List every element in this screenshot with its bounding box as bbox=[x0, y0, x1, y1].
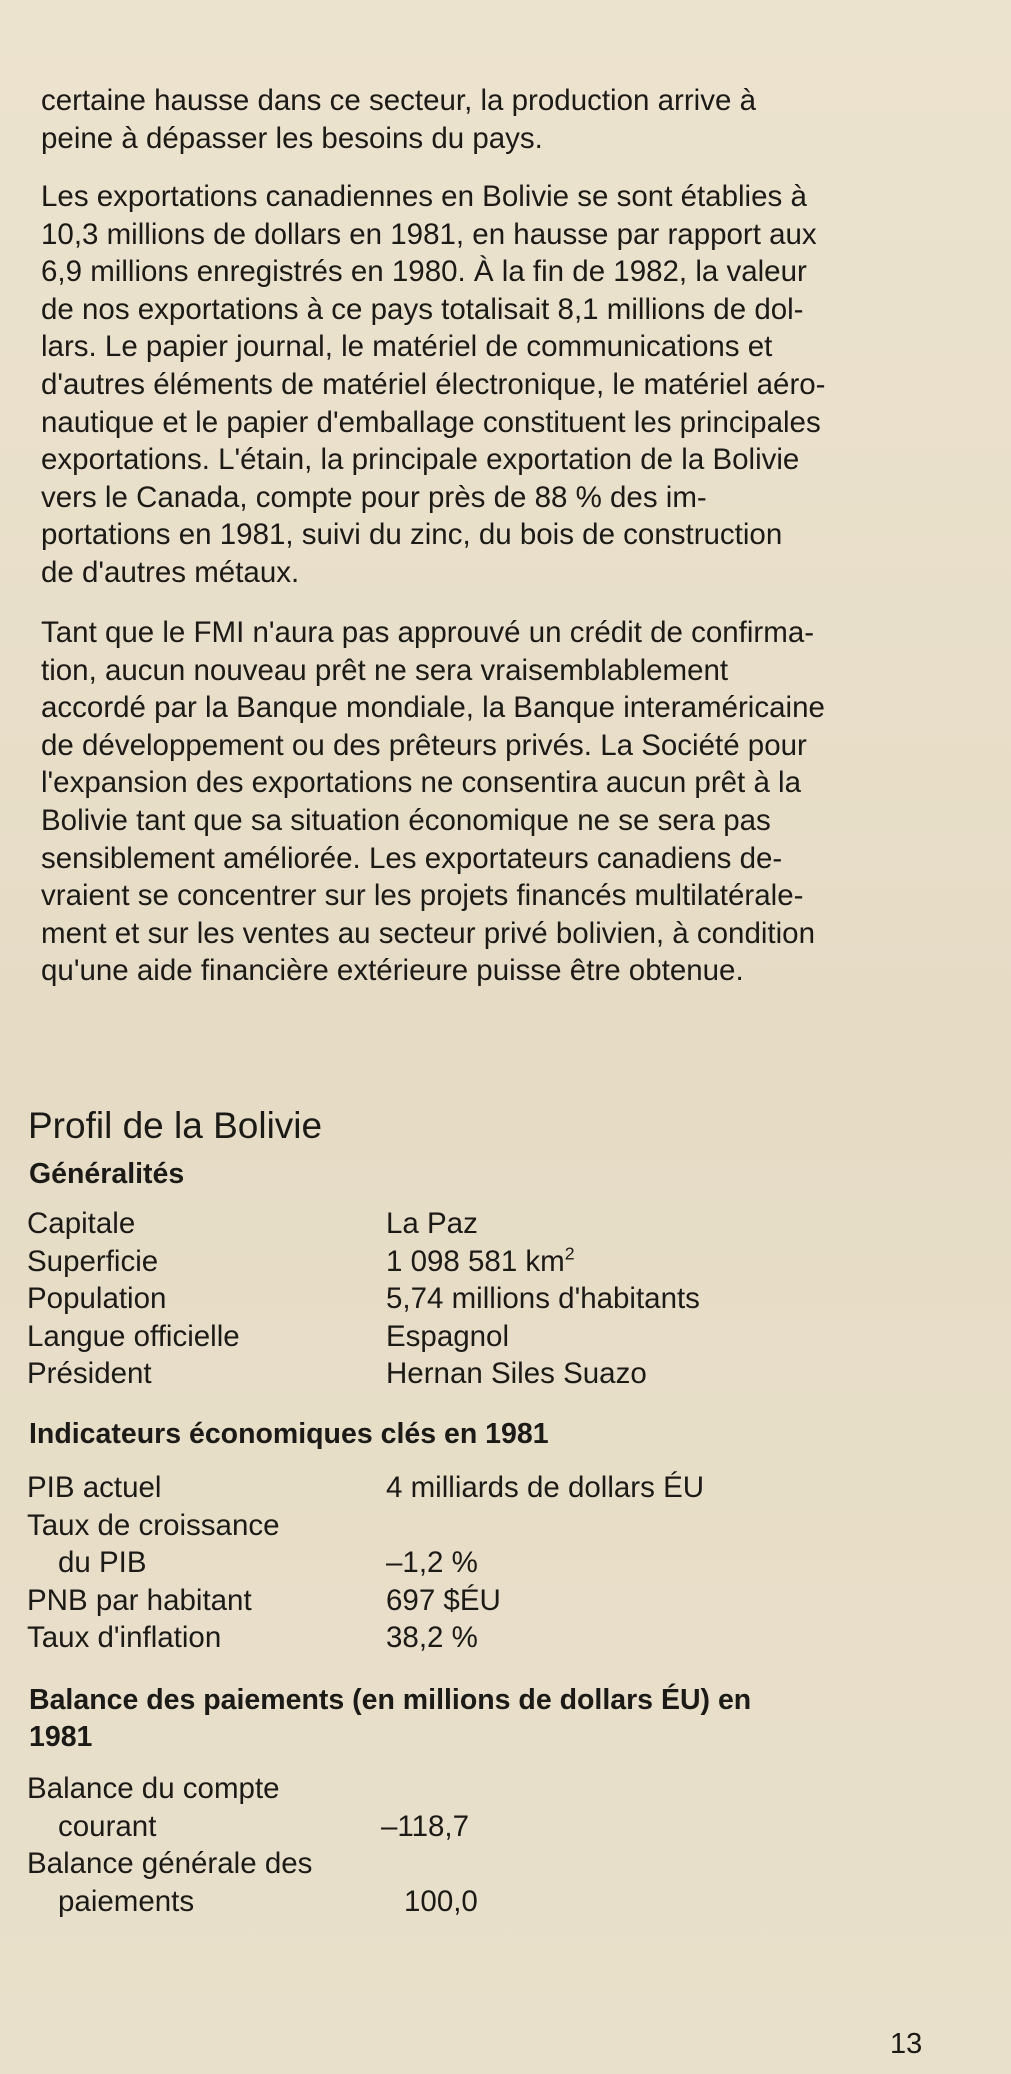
row-value: 38,2 % bbox=[386, 1621, 478, 1654]
text-line: l'expansion des exportations ne consentira aucun prêt à la bbox=[41, 766, 802, 800]
table-row bbox=[27, 1883, 927, 1921]
text-line: Tant que le FMI n'aura pas approuvé un crédit de confirma- bbox=[41, 616, 815, 649]
table-row bbox=[27, 1243, 927, 1281]
heading-text: Balance des paiements (en millions de dollars ÉU) en bbox=[29, 1684, 752, 1716]
text-line: vers le Canada, compte pour près de 88 % des im- bbox=[41, 480, 707, 514]
row-label: PIB actuel bbox=[27, 1471, 162, 1504]
row-label: Langue officielle bbox=[27, 1319, 240, 1353]
row-value: 5,74 millions d'habitants bbox=[386, 1282, 700, 1315]
row-label: du PIB bbox=[58, 1546, 147, 1579]
row-value: 1 098 581 km bbox=[386, 1244, 565, 1278]
text-line: vraient se concentrer sur les projets financés multilatérale- bbox=[41, 879, 804, 913]
row-label: Capitale bbox=[27, 1207, 136, 1240]
table-row bbox=[27, 1582, 927, 1620]
heading-text: Indicateurs économiques clés en 1981 bbox=[29, 1418, 549, 1450]
text-line: de développement ou des prêteurs privés. La Société pour bbox=[41, 728, 807, 762]
row-value: –118,7 bbox=[381, 1809, 470, 1843]
text-line: certaine hausse dans ce secteur, la production arrive à bbox=[41, 84, 756, 117]
table-row bbox=[27, 1205, 927, 1243]
generalites-table bbox=[27, 1205, 927, 1393]
row-value: Hernan Siles Suazo bbox=[386, 1357, 647, 1390]
text-line: exportations. L'étain, la principale exportation de la Bolivie bbox=[41, 443, 800, 477]
table-row bbox=[27, 1619, 927, 1657]
text-line: d'autres éléments de matériel électronique, le matériel aéro- bbox=[41, 367, 826, 401]
row-value: 4 milliards de dollars ÉU bbox=[386, 1471, 705, 1504]
text-line: accordé par la Banque mondiale, la Banque interaméricaine bbox=[41, 691, 825, 725]
row-label: Président bbox=[27, 1357, 152, 1390]
text-line: peine à dépasser les besoins du pays. bbox=[41, 121, 543, 155]
row-value: 100,0 bbox=[404, 1884, 478, 1918]
text-line: de d'autres métaux. bbox=[41, 555, 300, 589]
heading-text: Généralités bbox=[29, 1158, 185, 1190]
superscript: 2 bbox=[564, 1243, 575, 1263]
heading-text: 1981 bbox=[29, 1721, 93, 1753]
section-heading-balance bbox=[29, 1682, 751, 1756]
table-row bbox=[27, 1544, 927, 1582]
row-label: Taux d'inflation bbox=[27, 1621, 222, 1654]
text-line: lars. Le papier journal, le matériel de communications et bbox=[41, 330, 773, 364]
table-row bbox=[27, 1469, 927, 1507]
section-heading-indicateurs bbox=[29, 1416, 549, 1453]
text-line: ment et sur les ventes au secteur privé bolivien, à condition bbox=[41, 916, 815, 950]
row-value: 697 $ÉU bbox=[386, 1583, 501, 1617]
page-number: 13 bbox=[890, 2028, 923, 2060]
row-label: Population bbox=[27, 1282, 167, 1315]
balance-table bbox=[27, 1770, 927, 1920]
row-label: PNB par habitant bbox=[27, 1583, 252, 1617]
paragraph-production bbox=[41, 82, 971, 157]
row-value: La Paz bbox=[386, 1207, 478, 1240]
row-label: paiements bbox=[58, 1884, 195, 1918]
indicateurs-table bbox=[27, 1469, 927, 1657]
row-value-with-superscript bbox=[386, 1243, 575, 1281]
paragraph-financing bbox=[41, 614, 971, 990]
section-heading-generalites bbox=[29, 1156, 184, 1193]
row-label: Taux de croissance bbox=[27, 1508, 280, 1542]
row-label: Balance générale des bbox=[27, 1847, 313, 1880]
table-row bbox=[27, 1280, 927, 1318]
table-row bbox=[27, 1845, 927, 1883]
text-line: Les exportations canadiennes en Bolivie se sont établies à bbox=[41, 180, 807, 213]
row-label: Balance du compte bbox=[27, 1772, 280, 1805]
table-row bbox=[27, 1770, 927, 1808]
text-line: 10,3 millions de dollars en 1981, en hausse par rapport aux bbox=[41, 217, 817, 251]
table-row bbox=[27, 1318, 927, 1356]
text-line: 6,9 millions enregistrés en 1980. À la fin de 1982, la valeur bbox=[41, 255, 807, 289]
text-line: de nos exportations à ce pays totalisait 8,1 millions de dol- bbox=[41, 292, 804, 326]
text-line: qu'une aide financière extérieure puisse être obtenue. bbox=[41, 954, 744, 988]
text-line: sensiblement améliorée. Les exportateurs canadiens de- bbox=[41, 841, 783, 875]
table-row bbox=[27, 1808, 927, 1846]
text-line: portations en 1981, suivi du zinc, du bois de construction bbox=[41, 518, 783, 552]
text-line: Bolivie tant que sa situation économique ne se sera pas bbox=[41, 803, 771, 837]
row-label: courant bbox=[58, 1809, 157, 1843]
row-value: Espagnol bbox=[386, 1319, 510, 1353]
table-row bbox=[27, 1355, 927, 1393]
text-line: tion, aucun nouveau prêt ne sera vraisemblablement bbox=[41, 653, 729, 687]
table-row bbox=[27, 1507, 927, 1545]
paragraph-exports bbox=[41, 178, 971, 592]
row-value: –1,2 % bbox=[386, 1546, 478, 1579]
row-label: Superficie bbox=[27, 1244, 159, 1278]
profile-title: Profil de la Bolivie bbox=[28, 1105, 323, 1146]
text-line: nautique et le papier d'emballage constituent les principales bbox=[41, 405, 821, 439]
